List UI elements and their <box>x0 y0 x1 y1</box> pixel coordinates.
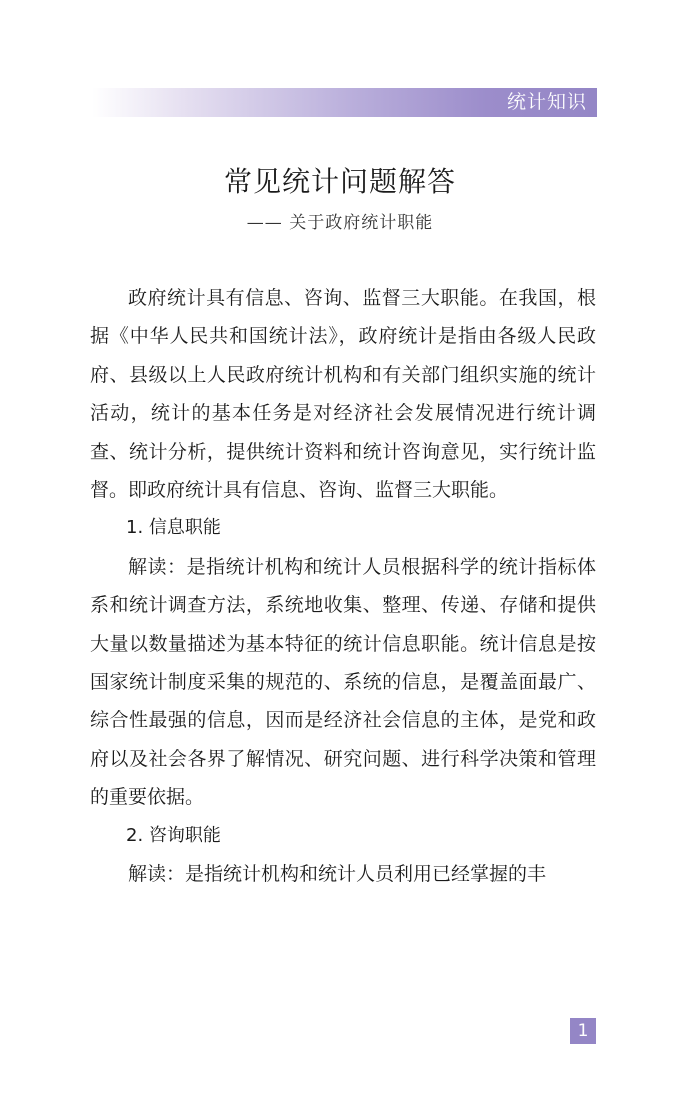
section-header-band <box>92 88 597 117</box>
article-body <box>90 279 596 894</box>
section-heading-information: 1. 信息职能 <box>126 517 221 539</box>
section-body-information: 解读：是指统计机构和统计人员根据科学的统计指标体系和统计调查方法，系统地收集、整理、传递、存储和提供大量以数量描述为基本特征的统计信息职能。统计信息是按国家统计制度采集的规范的、系统的信息，是覆盖面最广、综合性最强的信息，因而是经济社会信息的主体，是党和政府以及社会各界了解情况、研究问题、进行科学决策和管理的重要依据。 <box>90 555 596 809</box>
section-label: 统计知识 <box>506 91 587 113</box>
article-subtitle: —— 关于政府统计职能 <box>246 213 434 233</box>
intro-paragraph: 政府统计具有信息、咨询、监督三大职能。在我国，根据《中华人民共和国统计法》，政府统计是指由各级人民政府、县级以上人民政府统计机构和有关部门组织实施的统计活动，统计的基本任务是对经济社会发展情况进行统计调查、统计分析，提供统计资料和统计咨询意见，实行统计监督。即政府统计具有信息、咨询、监督三大职能。 <box>90 287 596 502</box>
page-number-badge: 1 <box>570 1018 596 1044</box>
article-title: 常见统计问题解答 <box>223 165 456 198</box>
section-body-consulting: 解读：是指统计机构和统计人员利用已经掌握的丰 <box>128 863 547 886</box>
section-heading-consulting: 2. 咨询职能 <box>126 824 221 846</box>
